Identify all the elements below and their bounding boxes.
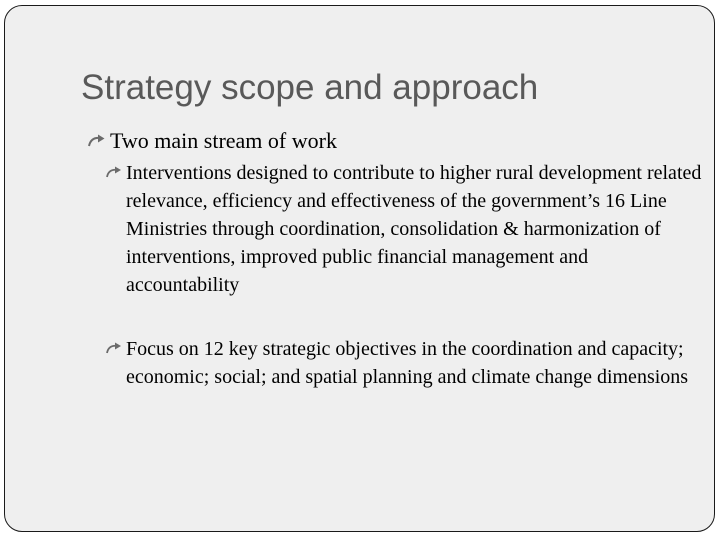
slide-frame: [4, 5, 715, 532]
bullet-text: Focus on 12 key strategic objectives in the coordination and capacity; economic; social; and spatial planning and climate change dimensions: [126, 338, 689, 388]
bullet-text: Two main stream of work: [110, 128, 337, 153]
bullet-text: Interventions designed to contribute to higher rural development related relevance, efficiency and effectiveness of the government’s 16 Line Ministries through coordination, consolidation & harmonization of interventions, improved public financial management and accountability: [126, 162, 702, 296]
slide-title: Strategy scope and approach: [81, 68, 539, 107]
bullet-level1: [87, 126, 337, 156]
bullet-level2: [105, 335, 705, 391]
curved-arrow-bullet-icon: [105, 166, 122, 179]
curved-arrow-bullet-icon: [87, 134, 106, 148]
curved-arrow-bullet-icon: [105, 342, 122, 355]
bullet-level2: [105, 159, 705, 299]
